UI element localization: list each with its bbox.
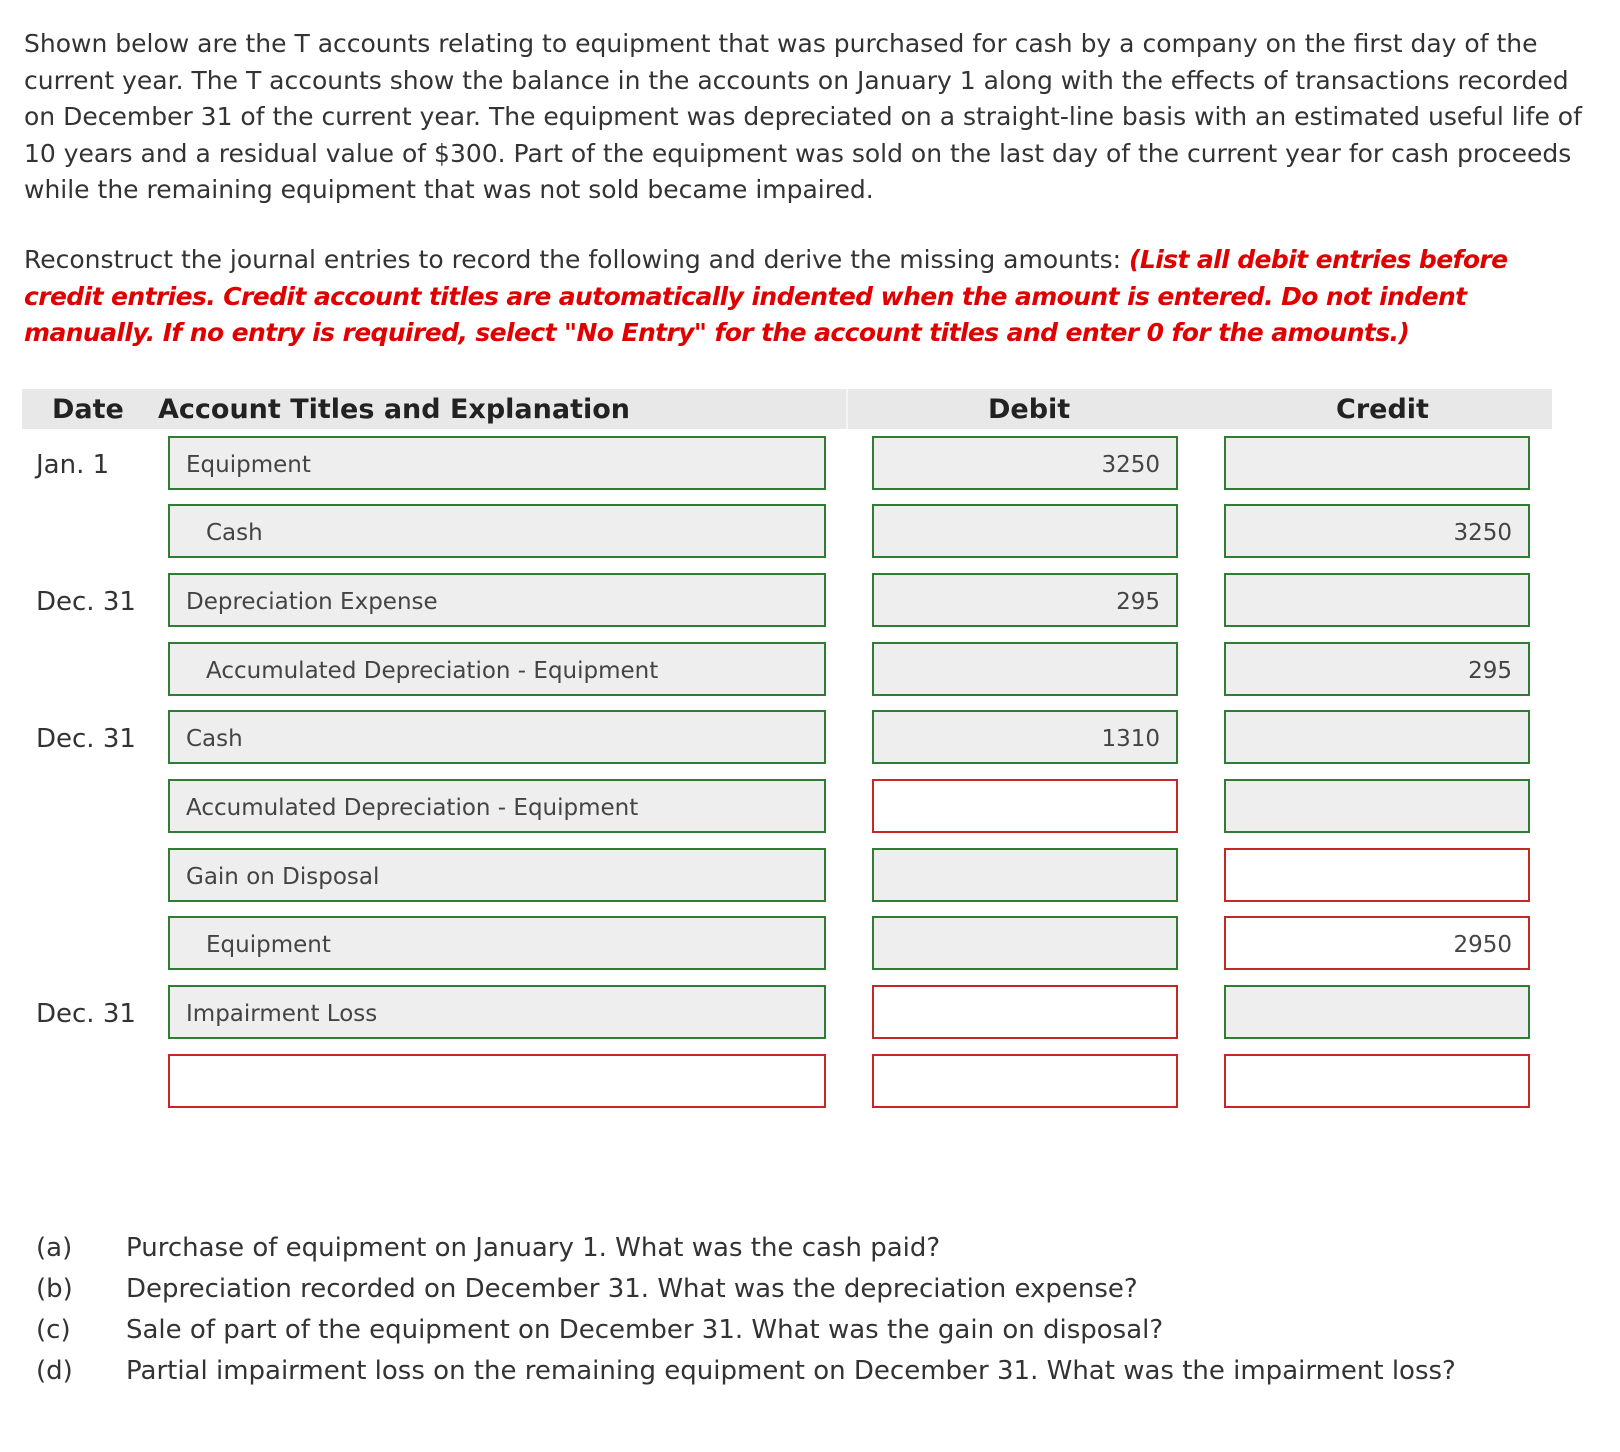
instructions-emphasis: (List all debit entries before credit entries. Credit account titles are automatically indented when the amount is entered. Do not indent manually. If no entry is required, select "No Entry" for the account titles and enter 0 for the amounts.) <box>24 245 1508 347</box>
credit-amount-field[interactable]: 2950 <box>1224 916 1530 970</box>
question-item <box>36 1310 1596 1351</box>
account-title-field[interactable]: Impairment Loss <box>168 985 826 1039</box>
account-title-field[interactable]: Equipment <box>168 916 826 970</box>
question-text: Partial impairment loss on the remaining equipment on December 31. What was the impairment loss? <box>126 1356 1456 1386</box>
debit-amount-field[interactable]: 1310 <box>872 710 1178 764</box>
credit-amount-field[interactable] <box>1224 436 1530 490</box>
journal-row <box>0 436 1620 494</box>
header-debit: Debit <box>988 394 1071 425</box>
question-text: Purchase of equipment on January 1. What was the cash paid? <box>126 1233 941 1263</box>
debit-amount-field[interactable] <box>872 642 1178 696</box>
debit-amount-field[interactable]: 295 <box>872 573 1178 627</box>
question-list <box>36 1228 1596 1392</box>
question-item <box>36 1228 1596 1269</box>
question-text: Sale of part of the equipment on December 31. What was the gain on disposal? <box>126 1315 1164 1345</box>
entry-date: Jan. 1 <box>36 450 110 480</box>
credit-amount-field[interactable] <box>1224 779 1530 833</box>
entry-date: Dec. 31 <box>36 999 136 1029</box>
problem-intro: Shown below are the T accounts relating to equipment that was purchased for cash by a company on the first day of the current year. The T accounts show the balance in the accounts on January 1 along with the effects of transactions recorded on December 31 of the current year. The equipment was depreciated on a straight-line basis with an estimated useful life of 10 years and a residual value of $300. Part of the equipment was sold on the last day of the current year for cash proceeds while the remaining equipment that was not sold became impaired. <box>24 29 1582 204</box>
journal-row <box>0 985 1620 1043</box>
account-title-field[interactable]: Depreciation Expense <box>168 573 826 627</box>
header-credit: Credit <box>1336 394 1429 425</box>
journal-row <box>0 642 1620 700</box>
header-divider <box>846 389 848 429</box>
header-account-titles: Account Titles and Explanation <box>158 394 631 425</box>
journal-row <box>0 916 1620 974</box>
entry-date: Dec. 31 <box>36 724 136 754</box>
account-title-field[interactable]: Equipment <box>168 436 826 490</box>
account-title-field[interactable]: Cash <box>168 710 826 764</box>
debit-amount-field[interactable] <box>872 1054 1178 1108</box>
journal-row <box>0 779 1620 837</box>
debit-amount-field[interactable] <box>872 985 1178 1039</box>
credit-amount-field[interactable]: 3250 <box>1224 504 1530 558</box>
question-label: (a) <box>36 1233 73 1263</box>
debit-amount-field[interactable] <box>872 504 1178 558</box>
account-title-field[interactable] <box>168 1054 826 1108</box>
journal-row <box>0 1054 1620 1112</box>
question-item <box>36 1269 1596 1310</box>
credit-amount-field[interactable] <box>1224 1054 1530 1108</box>
credit-amount-field[interactable] <box>1224 573 1530 627</box>
question-text: Depreciation recorded on December 31. What was the depreciation expense? <box>126 1274 1138 1304</box>
debit-amount-field[interactable] <box>872 779 1178 833</box>
debit-amount-field[interactable] <box>872 916 1178 970</box>
credit-amount-field[interactable] <box>1224 710 1530 764</box>
account-title-field[interactable]: Accumulated Depreciation - Equipment <box>168 642 826 696</box>
question-item <box>36 1351 1596 1392</box>
credit-amount-field[interactable] <box>1224 848 1530 902</box>
instructions-lead: Reconstruct the journal entries to record the following and derive the missing amounts: <box>24 245 1130 274</box>
question-label: (c) <box>36 1315 71 1345</box>
journal-row <box>0 573 1620 631</box>
entry-date: Dec. 31 <box>36 587 136 617</box>
instructions <box>24 242 1594 352</box>
credit-amount-field[interactable]: 295 <box>1224 642 1530 696</box>
header-date: Date <box>52 394 124 425</box>
journal-row <box>0 710 1620 768</box>
journal-row <box>0 504 1620 562</box>
journal-row <box>0 848 1620 906</box>
question-label: (b) <box>36 1274 73 1304</box>
account-title-field[interactable]: Cash <box>168 504 826 558</box>
account-title-field[interactable]: Gain on Disposal <box>168 848 826 902</box>
journal-table-header <box>22 389 1552 429</box>
account-title-field[interactable]: Accumulated Depreciation - Equipment <box>168 779 826 833</box>
credit-amount-field[interactable] <box>1224 985 1530 1039</box>
question-label: (d) <box>36 1356 73 1386</box>
debit-amount-field[interactable]: 3250 <box>872 436 1178 490</box>
debit-amount-field[interactable] <box>872 848 1178 902</box>
